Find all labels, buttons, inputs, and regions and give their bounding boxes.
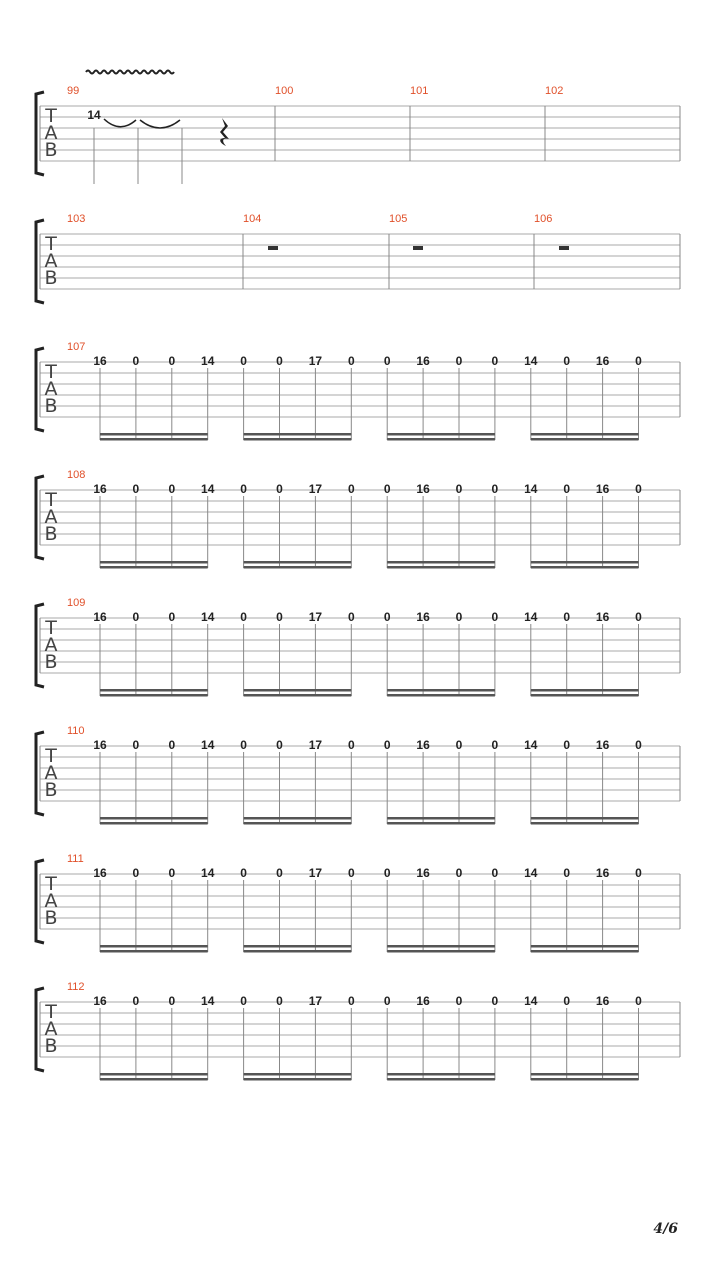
fret-number: 14 [524,354,538,368]
fret-number: 16 [595,354,610,368]
fret-number: 0 [168,866,176,880]
beam-line [100,566,208,569]
beam-line [100,950,208,953]
fret-number: 0 [168,994,176,1008]
fret-number: 0 [132,994,140,1008]
beam-line [387,1073,495,1076]
fret-number: 14 [524,482,538,496]
fret-number: 16 [416,738,430,752]
fret-number: 0 [563,610,571,624]
beam-line [531,566,639,569]
fret-number: 14 [524,738,538,752]
tab-clef-letter: T [45,873,57,895]
fret-number: 0 [491,866,499,880]
fret-number: 14 [201,738,215,752]
tab-system-5 [36,597,680,697]
beam-line [244,694,352,697]
measure-number: 109 [67,597,86,609]
beam-line [100,1078,208,1081]
fret-number: 0 [491,738,499,752]
tie-arc [104,119,136,127]
tab-clef-letter: T [45,617,57,639]
fret-number: 14 [87,108,101,122]
beam-line [244,433,352,436]
tab-clef-letter: A [44,634,58,656]
beam-line [387,561,495,564]
fret-number: 0 [347,610,355,624]
tab-clef-letter: T [45,361,57,383]
tab-clef-letter: T [45,105,57,127]
tab-clef-letter: B [44,651,58,673]
fret-number: 0 [132,866,140,880]
tab-clef-letter: T [45,1001,57,1023]
fret-number: 0 [455,354,463,368]
fret-number: 0 [132,482,140,496]
beam-line [531,561,639,564]
beam-line [100,1073,208,1076]
beam-line [531,689,639,692]
fret-number: 14 [201,610,215,624]
fret-number: 16 [416,994,430,1008]
fret-number: 17 [308,354,323,368]
beam-line [100,689,208,692]
fret-number: 16 [595,866,610,880]
fret-number: 0 [347,994,355,1008]
page-number: 4/6 [653,1221,678,1237]
fret-number: 17 [308,866,323,880]
fret-number: 0 [132,354,140,368]
fret-number: 0 [276,738,283,752]
fret-number: 0 [635,354,642,368]
fret-number: 0 [276,482,283,496]
tab-clef-letter: A [44,122,58,144]
fret-number: 0 [383,994,391,1008]
tab-clef-letter: T [45,233,57,255]
beam-line [531,945,639,948]
beam-line [244,950,352,953]
measure-number: 111 [67,853,84,865]
fret-number: 0 [455,610,463,624]
fret-number: 16 [416,866,430,880]
fret-number: 0 [347,354,355,368]
tab-system-2 [36,213,680,303]
fret-number: 14 [524,866,538,880]
measure-number: 105 [389,213,408,225]
fret-number: 16 [595,994,610,1008]
fret-number: 0 [383,610,391,624]
fret-number: 0 [240,482,247,496]
fret-number: 0 [455,994,463,1008]
tab-clef-letter: A [44,378,58,400]
fret-number: 16 [416,482,430,496]
fret-number: 0 [347,482,355,496]
fret-number: 17 [308,482,323,496]
fret-number: 0 [491,994,499,1008]
measure-number: 99 [67,85,80,97]
beam-line [100,694,208,697]
measure-number: 106 [534,213,553,225]
fret-number: 16 [93,866,107,880]
fret-number: 14 [201,866,215,880]
beam-line [531,817,639,820]
fret-number: 16 [595,610,610,624]
measure-number: 100 [275,85,294,97]
tab-clef-letter: B [44,395,58,417]
fret-number: 0 [563,482,571,496]
measure-number: 104 [243,213,262,225]
fret-number: 0 [491,610,499,624]
fret-number: 0 [455,482,463,496]
fret-number: 0 [455,866,463,880]
whole-rest-icon [559,246,569,250]
tab-clef-letter: A [44,890,58,912]
beam-line [387,817,495,820]
fret-number: 0 [635,738,642,752]
fret-number: 0 [240,994,247,1008]
tab-clef-letter: B [44,1035,58,1057]
fret-number: 0 [455,738,463,752]
fret-number: 0 [563,994,571,1008]
measure-number: 107 [67,341,86,353]
fret-number: 0 [635,866,642,880]
fret-number: 0 [635,610,642,624]
fret-number: 16 [93,354,107,368]
fret-number: 14 [524,994,538,1008]
fret-number: 0 [240,738,247,752]
fret-number: 0 [168,610,176,624]
beam-line [387,566,495,569]
fret-number: 17 [308,738,323,752]
measure-number: 101 [410,85,429,97]
fret-number: 0 [347,866,355,880]
tab-clef-letter: A [44,506,58,528]
quarter-rest-icon [220,118,229,146]
fret-number: 0 [240,610,247,624]
beam-line [531,694,639,697]
fret-number: 0 [491,354,499,368]
fret-number: 0 [491,482,499,496]
beam-line [100,817,208,820]
beam-line [244,566,352,569]
beam-line [531,433,639,436]
beam-line [244,438,352,441]
beam-line [100,822,208,825]
whole-rest-icon [413,246,423,250]
tab-system-7 [36,853,680,953]
fret-number: 0 [276,610,283,624]
beam-line [100,561,208,564]
tab-clef-letter: A [44,1018,58,1040]
fret-number: 14 [524,610,538,624]
fret-number: 16 [93,994,107,1008]
tab-system-6 [36,725,680,825]
vibrato-mark [86,71,174,74]
fret-number: 14 [201,994,215,1008]
beam-line [244,561,352,564]
fret-number: 16 [93,610,107,624]
beam-line [531,1078,639,1081]
fret-number: 16 [416,354,430,368]
measure-number: 110 [67,725,85,737]
beam-line [387,1078,495,1081]
fret-number: 16 [416,610,430,624]
tab-clef-letter: B [44,139,58,161]
tab-clef-letter: B [44,523,58,545]
fret-number: 16 [93,738,107,752]
tab-system-8 [36,981,680,1081]
tab-clef-letter: A [44,250,58,272]
beam-line [244,822,352,825]
beam-line [387,694,495,697]
tab-system-1 [36,71,680,185]
beam-line [100,433,208,436]
fret-number: 0 [563,866,571,880]
fret-number: 0 [276,354,283,368]
fret-number: 16 [93,482,107,496]
beam-line [531,1073,639,1076]
tab-system-4 [36,469,680,569]
tab-clef-letter: B [44,779,58,801]
fret-number: 0 [383,482,391,496]
beam-line [244,1078,352,1081]
fret-number: 16 [595,738,610,752]
fret-number: 0 [563,354,571,368]
fret-number: 0 [276,866,283,880]
beam-line [244,689,352,692]
beam-line [531,950,639,953]
fret-number: 0 [276,994,283,1008]
tab-clef-letter: A [44,762,58,784]
fret-number: 16 [595,482,610,496]
fret-number: 0 [383,738,391,752]
measure-number: 112 [67,981,85,993]
fret-number: 0 [383,354,391,368]
beam-line [387,945,495,948]
tab-clef-letter: B [44,267,58,289]
tie-arc [140,120,180,128]
fret-number: 14 [201,482,215,496]
tab-system-3 [36,341,680,441]
beam-line [100,945,208,948]
beam-line [387,433,495,436]
beam-line [387,822,495,825]
fret-number: 0 [168,482,176,496]
fret-number: 17 [308,994,323,1008]
beam-line [387,689,495,692]
beam-line [531,822,639,825]
measure-number: 108 [67,469,86,481]
fret-number: 0 [563,738,571,752]
fret-number: 0 [635,994,642,1008]
beam-line [387,950,495,953]
fret-number: 0 [240,866,247,880]
beam-line [244,945,352,948]
fret-number: 0 [383,866,391,880]
tab-clef-letter: B [44,907,58,929]
beam-line [100,438,208,441]
fret-number: 14 [201,354,215,368]
fret-number: 0 [168,738,176,752]
tab-clef-letter: T [45,489,57,511]
beam-line [244,1073,352,1076]
measure-number: 102 [545,85,564,97]
whole-rest-icon [268,246,278,250]
beam-line [531,438,639,441]
fret-number: 0 [132,738,140,752]
tab-clef-letter: T [45,745,57,767]
fret-number: 0 [635,482,642,496]
fret-number: 0 [240,354,247,368]
beam-line [387,438,495,441]
fret-number: 17 [308,610,323,624]
beam-line [244,817,352,820]
fret-number: 0 [347,738,355,752]
fret-number: 0 [132,610,140,624]
fret-number: 0 [168,354,176,368]
measure-number: 103 [67,213,86,225]
